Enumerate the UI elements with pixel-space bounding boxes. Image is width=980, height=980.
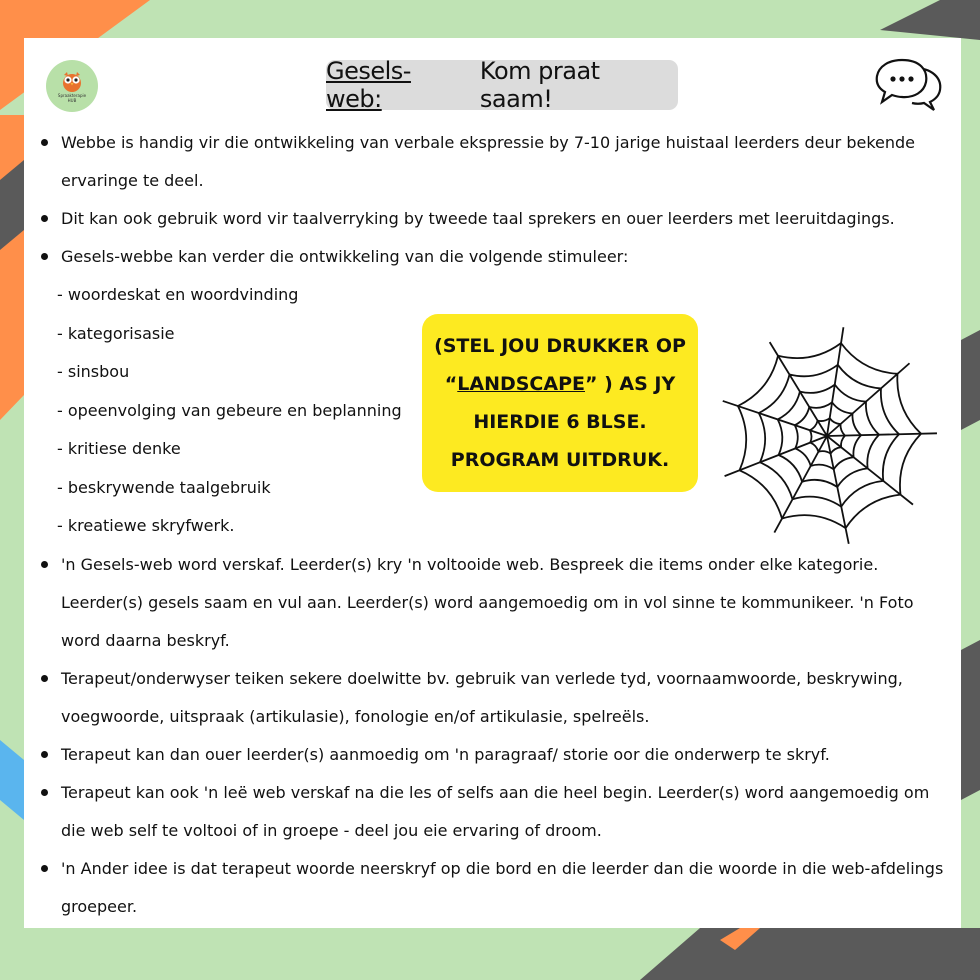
bullet-dot-icon <box>41 139 48 146</box>
sub-list-item: - kritiese denke <box>57 439 181 458</box>
bullet-dot-icon <box>41 561 48 568</box>
bullet-dot-icon <box>41 253 48 260</box>
list-item: Terapeut/onderwyser teiken sekere doelwitte bv. gebruik van verlede tyd, voornaamwoorde, beskrywing, voegwoorde, uitspraak (artikulasie), fonologie en/of artikulasie, spelreëls. <box>24 660 954 736</box>
list-item: Dit kan ook gebruik word vir taalverryking by tweede taal sprekers en ouer leerders met leeruitdagings. <box>24 200 954 238</box>
page-title <box>326 57 678 113</box>
bullet-dot-icon <box>41 215 48 222</box>
content-card <box>24 38 961 928</box>
list-item: 'n Gesels-web word verskaf. Leerder(s) kry 'n voltooide web. Bespreek die items onder elke kategorie. Leerder(s) gesels saam en vul aan. Leerder(s) word aangemoedig om in vol sinne te kommunikeer. 'n Foto word daarna beskryf. <box>24 546 954 660</box>
sub-list-item: - beskrywende taalgebruik <box>57 477 271 497</box>
title-part2: Kom praat saam! <box>479 57 600 113</box>
bullet-dot-icon <box>41 675 48 682</box>
logo-text-line1: Spraakterapie <box>57 93 87 98</box>
bullet-dot-icon <box>41 865 48 872</box>
logo <box>46 60 98 112</box>
sub-list-item: - sinsbou <box>57 362 130 381</box>
bullet-dot-icon <box>41 789 48 796</box>
printer-note <box>422 314 698 492</box>
sub-list-item: - kategorisasie <box>57 323 175 343</box>
spider-web-icon <box>712 320 942 552</box>
list-item: Webbe is handig vir die ontwikkeling van verbale ekspressie by 7-10 jarige huistaal leerders deur bekende ervaringe te deel. <box>24 124 954 200</box>
note-line3: HIERDIE 6 BLSE. <box>473 411 647 433</box>
title-part1: Gesels-web: <box>326 57 411 113</box>
sub-list-item: - kreatiewe skryfwerk. <box>57 516 235 535</box>
owl-icon <box>59 69 85 93</box>
note-line4: PROGRAM UITDRUK. <box>450 449 670 471</box>
bullet-dot-icon <box>41 751 48 758</box>
list-item: Gesels-webbe kan verder die ontwikkeling van die volgende stimuleer: <box>24 238 954 276</box>
speech-bubbles-icon <box>874 56 944 114</box>
note-line1: (STEL JOU DRUKKER OP <box>434 335 686 357</box>
list-item: 'n Ander idee is dat terapeut woorde neerskryf op die bord en die leerder dan die woorde in die web-afdelings groepeer. <box>24 850 954 926</box>
list-item: Terapeut kan dan ouer leerder(s) aanmoedig om 'n paragraaf/ storie oor die onderwerp te skryf. <box>24 736 954 774</box>
note-line2: “LANDSCAPE” ) AS JY <box>444 373 676 395</box>
sub-list-item: - woordeskat en woordvinding <box>57 285 299 304</box>
list-item: Terapeut kan ook 'n leë web verskaf na die les of selfs aan die heel begin. Leerder(s) word aangemoedig om die web self te voltooi of in groepe - deel jou eie ervaring of droom. <box>24 774 954 850</box>
logo-text-line2: HUB <box>67 98 77 103</box>
sub-list-item: - opeenvolging van gebeure en beplanning <box>57 400 402 420</box>
